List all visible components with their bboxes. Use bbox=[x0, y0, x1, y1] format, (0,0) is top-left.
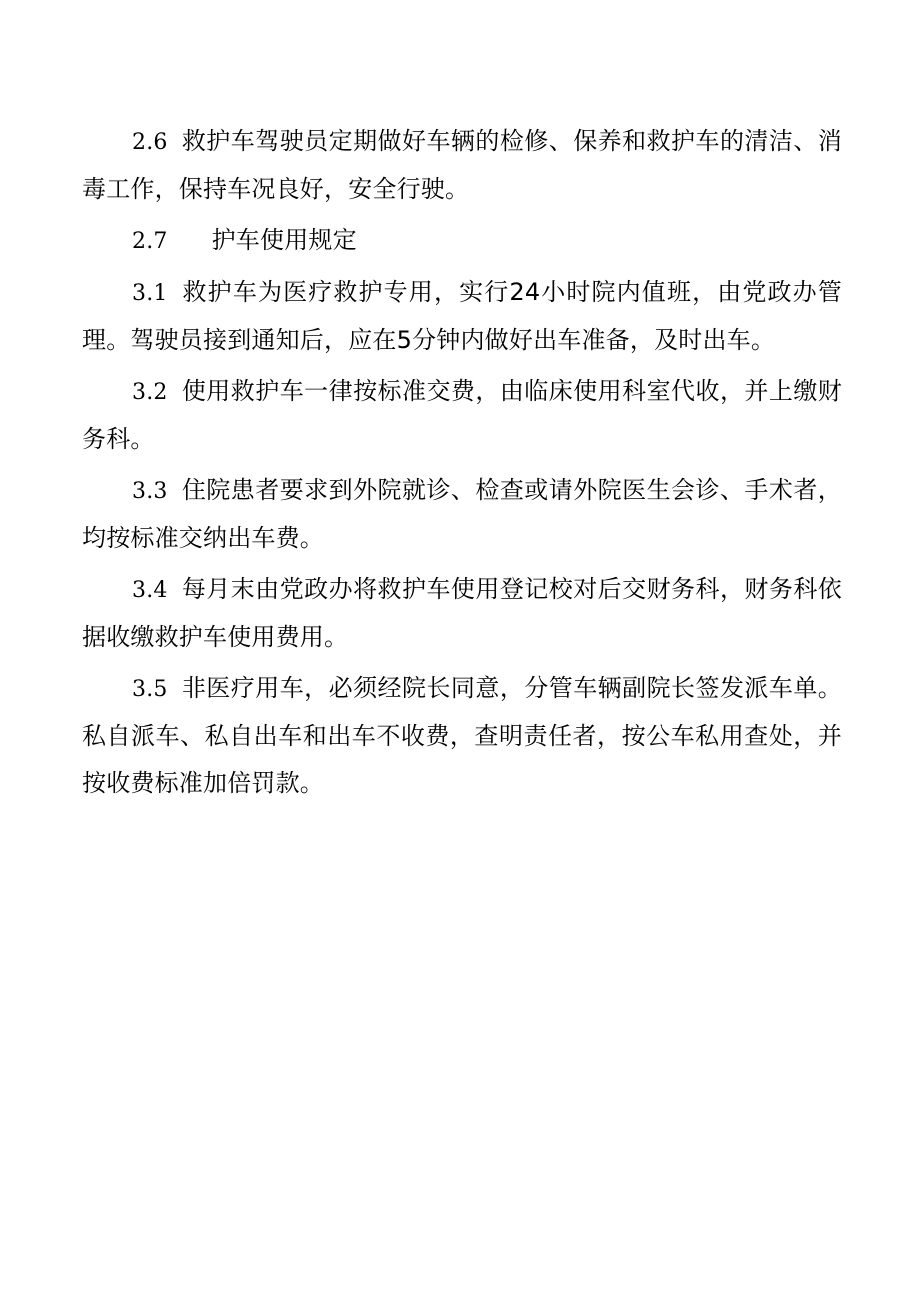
paragraph-text: 救护车驾驶员定期做好车辆的检修、保养和救护车的清洁、消毒工作，保持车况良好，安全行驶。 bbox=[82, 127, 842, 203]
paragraph-number: 3.3 bbox=[132, 479, 168, 504]
paragraph-2-6 bbox=[82, 118, 842, 213]
paragraph-number: 3.5 bbox=[132, 677, 168, 702]
paragraph-text: 护车使用规定 bbox=[211, 226, 357, 254]
paragraph-text: 住院患者要求到外院就诊、检查或请外院医生会诊、手术者，均按标准交纳出车费。 bbox=[82, 476, 842, 552]
paragraph-3-1 bbox=[82, 269, 842, 364]
paragraph-number: 3.4 bbox=[132, 578, 168, 603]
paragraph-2-7 bbox=[82, 217, 842, 265]
paragraph-3-5 bbox=[82, 665, 842, 807]
paragraph-number: 2.7 bbox=[132, 229, 168, 254]
paragraph-text: 每月末由党政办将救护车使用登记校对后交财务科，财务科依据收缴救护车使用费用。 bbox=[82, 575, 842, 651]
paragraph-number: 3.2 bbox=[132, 380, 168, 405]
paragraph-text: 救护车为医疗救护专用，实行24小时院内值班，由党政办管理。驾驶员接到通知后，应在5分钟内做好出车准备，及时出车。 bbox=[82, 278, 842, 354]
document-body bbox=[82, 118, 842, 811]
paragraph-3-3 bbox=[82, 467, 842, 562]
paragraph-3-4 bbox=[82, 566, 842, 661]
paragraph-3-2 bbox=[82, 368, 842, 463]
paragraph-text: 使用救护车一律按标准交费，由临床使用科室代收，并上缴财务科。 bbox=[82, 377, 842, 453]
paragraph-number: 3.1 bbox=[132, 281, 168, 306]
paragraph-number: 2.6 bbox=[132, 130, 168, 155]
paragraph-text: 非医疗用车，必须经院长同意，分管车辆副院长签发派车单。私自派车、私自出车和出车不收费，查明责任者，按公车私用查处，并按收费标准加倍罚款。 bbox=[82, 674, 842, 797]
